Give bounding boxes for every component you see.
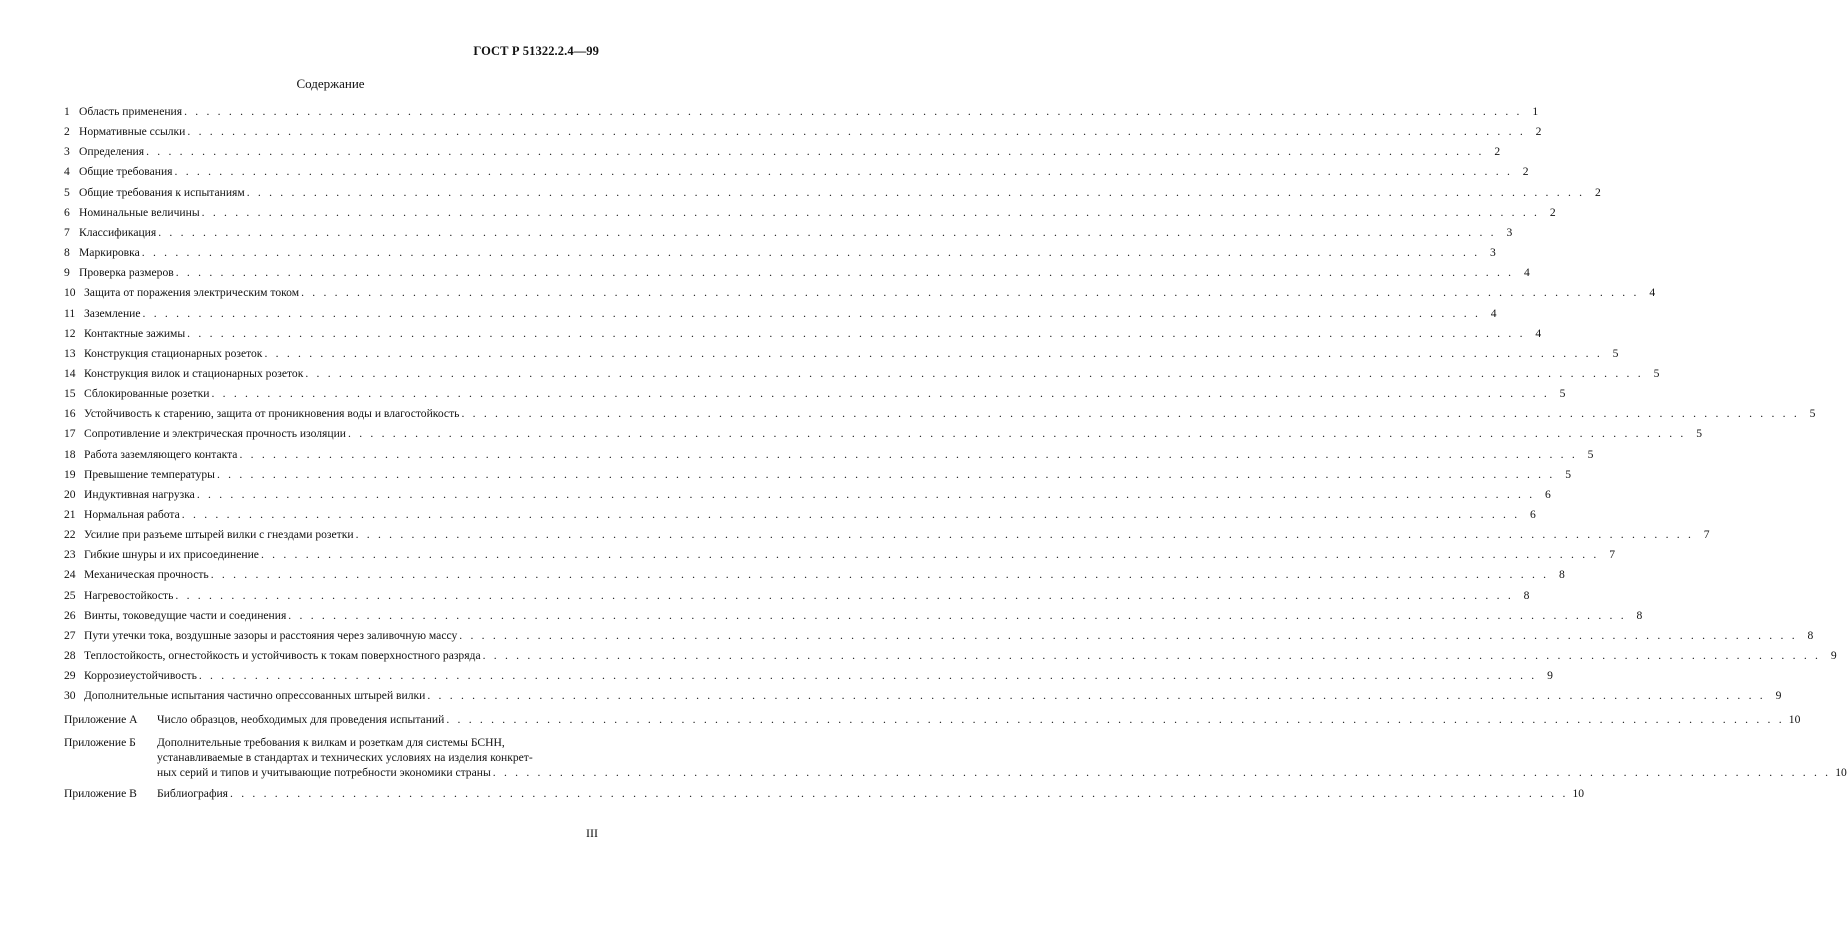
section-title: Заземление <box>84 306 141 320</box>
section-number: 29 <box>64 669 76 683</box>
toc-row <box>64 548 1615 562</box>
section-number: 12 <box>64 326 76 340</box>
appendix-title: Библиография <box>157 787 229 800</box>
dot-leader: . . . . . . . . . . . . . . . . . . . . . . . . . . . . . . . . . . . . . . . . . . . . . . . . . . . . . . . . . . . . . . . . . . . . . . . . . . . . . . . . . . . . . . . . . . . . . . . . . . . . . . . . . . . . . . . . . . . . . . . . <box>427 689 1766 703</box>
toc-row <box>64 326 1542 341</box>
section-number: 15 <box>64 387 76 401</box>
section-page-number: 5 <box>1559 387 1566 401</box>
toc-row <box>64 387 1566 401</box>
section-number: 8 <box>64 246 70 260</box>
dot-leader: . . . . . . . . . . . . . . . . . . . . . . . . . . . . . . . . . . . . . . . . . . . . . . . . . . . . . . . . . . . . . . . . . . . . . . . . . . . . . . . . . . . . . . . . . . . . . . . . . . . . . . . . . . . . . . . . . . . . . . . . <box>260 548 1599 562</box>
section-number: 3 <box>64 145 70 159</box>
standard-code-header: ГОСТ Р 51322.2.4—99 <box>473 44 599 58</box>
appendix-title-line: Дополнительные требования к вилкам и розеткам для системы БСНН, <box>157 736 505 749</box>
section-page-number: 4 <box>1523 266 1530 280</box>
toc-row <box>64 649 1837 663</box>
section-number: 2 <box>64 125 70 139</box>
section-number: 20 <box>64 487 76 501</box>
appendix-label: Приложение Б <box>64 736 136 749</box>
appendix-label: Приложение В <box>64 787 137 800</box>
section-page-number: 5 <box>1612 346 1619 360</box>
toc-row <box>64 165 1529 179</box>
appendix-title: Число образцов, необходимых для проведения испытаний <box>157 713 445 726</box>
toc-row <box>64 246 1496 260</box>
section-page-number: 8 <box>1636 608 1643 622</box>
dot-leader: . . . . . . . . . . . . . . . . . . . . . . . . . . . . . . . . . . . . . . . . . . . . . . . . . . . . . . . . . . . . . . . . . . . . . . . . . . . . . . . . . . . . . . . . . . . . . . . . . . . . . . . . . . . . . . . . . . . . . . . . <box>181 508 1520 521</box>
toc-row <box>64 125 1542 139</box>
section-page-number: 4 <box>1490 306 1497 320</box>
toc-row <box>64 366 1660 381</box>
section-number: 25 <box>64 588 76 602</box>
dot-leader: . . . . . . . . . . . . . . . . . . . . . . . . . . . . . . . . . . . . . . . . . . . . . . . . . . . . . . . . . . . . . . . . . . . . . . . . . . . . . . . . . . . . . . . . . . . . . . . . . . . . . . . . . . . . . . . . . . . . . . . . <box>198 669 1537 683</box>
section-number: 11 <box>64 306 76 320</box>
toc-row <box>64 105 1539 119</box>
section-title: Сопротивление и электрическая прочность изоляции <box>84 427 346 441</box>
appendix-title-line: устанавливаемые в стандартах и технических условиях на изделия конкрет- <box>157 751 533 764</box>
section-number: 1 <box>64 105 70 118</box>
section-number: 26 <box>64 608 76 622</box>
section-title: Усилие при разъеме штырей вилки с гнездами розетки <box>84 528 354 542</box>
toc-row <box>64 669 1553 683</box>
dot-leader: . . . . . . . . . . . . . . . . . . . . . . . . . . . . . . . . . . . . . . . . . . . . . . . . . . . . . . . . . . . . . . . . . . . . . . . . . . . . . . . . . . . . . . . . . . . . . . . . . . . . . . . . . . . . . . . . . . . . . . . . <box>246 185 1585 199</box>
section-page-number: 5 <box>1653 366 1660 380</box>
dot-leader: . . . . . . . . . . . . . . . . . . . . . . . . . . . . . . . . . . . . . . . . . . . . . . . . . . . . . . . . . . . . . . . . . . . . . . . . . . . . . . . . . . . . . . . . . . . . . . . . . . . . . . . . . . . . . . . . . . . . . . . . <box>184 105 1523 118</box>
dot-leader: . . . . . . . . . . . . . . . . . . . . . . . . . . . . . . . . . . . . . . . . . . . . . . . . . . . . . . . . . . . . . . . . . . . . . . . . . . . . . . . . . . . . . . . . . . . . . . . . . . . . . . . . . . . . . . . . . . . . . . . . <box>216 467 1555 481</box>
section-page-number: 3 <box>1506 225 1513 239</box>
section-page-number: 4 <box>1535 326 1542 340</box>
section-page-number: 8 <box>1523 588 1530 602</box>
section-title: Нормальная работа <box>84 508 180 521</box>
section-page-number: 1 <box>1532 105 1539 118</box>
section-number: 28 <box>64 649 76 663</box>
page-number: III <box>586 826 598 840</box>
appendix-page-number: 10 <box>1835 766 1847 779</box>
toc-row <box>64 145 1501 159</box>
dot-leader: . . . . . . . . . . . . . . . . . . . . . . . . . . . . . . . . . . . . . . . . . . . . . . . . . . . . . . . . . . . . . . . . . . . . . . . . . . . . . . . . . . . . . . . . . . . . . . . . . . . . . . . . . . . . . . . . . . . . . . . . <box>239 447 1578 461</box>
dot-leader: . . . . . . . . . . . . . . . . . . . . . . . . . . . . . . . . . . . . . . . . . . . . . . . . . . . . . . . . . . . . . . . . . . . . . . . . . . . . . . . . . . . . . . . . . . . . . . . . . . . . . . . . . . . . . . . . . . . . . . . . <box>175 266 1514 280</box>
section-title: Проверка размеров <box>79 266 174 280</box>
section-title: Коррозиеустойчивость <box>84 669 197 683</box>
section-title: Сблокированные розетки <box>84 387 210 401</box>
section-title: Общие требования <box>79 165 173 179</box>
toc-row <box>64 689 1782 703</box>
dot-leader: . . . . . . . . . . . . . . . . . . . . . . . . . . . . . . . . . . . . . . . . . . . . . . . . . . . . . . . . . . . . . . . . . . . . . . . . . . . . . . . . . . . . . . . . . . . . . . . . . . . . . . . . . . . . . . . . . . . . . . . . <box>141 246 1480 260</box>
section-number: 9 <box>64 266 70 280</box>
section-title: Номинальные величины <box>79 205 200 219</box>
section-number: 22 <box>64 528 76 542</box>
appendix-page-number: 10 <box>1572 787 1585 800</box>
toc-row <box>64 427 1703 441</box>
dot-leader: . . . . . . . . . . . . . . . . . . . . . . . . . . . . . . . . . . . . . . . . . . . . . . . . . . . . . . . . . . . . . . . . . . . . . . . . . . . . . . . . . . . . . . . . . . . . . . . . . . . . . . . . . . . . . . . . . . . . . . . . <box>196 487 1535 501</box>
toc-row <box>64 568 1565 582</box>
section-page-number: 4 <box>1649 286 1656 300</box>
section-page-number: 8 <box>1807 628 1814 642</box>
toc-row <box>64 266 1530 280</box>
section-title: Нагревостойкость <box>84 588 174 602</box>
section-page-number: 6 <box>1530 508 1536 521</box>
section-title: Превышение температуры <box>84 467 215 481</box>
toc-row <box>64 528 1710 542</box>
dot-leader: . . . . . . . . . . . . . . . . . . . . . . . . . . . . . . . . . . . . . . . . . . . . . . . . . . . . . . . . . . . . . . . . . . . . . . . . . . . . . . . . . . . . . . . . . . . . . . . . . . . . . . . . . . . . . . . . . . . . . . . . <box>230 787 1569 800</box>
section-number: 4 <box>64 165 70 179</box>
section-page-number: 2 <box>1494 145 1501 159</box>
section-page-number: 7 <box>1703 528 1710 542</box>
toc-row <box>64 286 1656 300</box>
dot-leader: . . . . . . . . . . . . . . . . . . . . . . . . . . . . . . . . . . . . . . . . . . . . . . . . . . . . . . . . . . . . . . . . . . . . . . . . . . . . . . . . . . . . . . . . . . . . . . . . . . . . . . . . . . . . . . . . . . . . . . . . <box>187 125 1526 139</box>
dot-leader: . . . . . . . . . . . . . . . . . . . . . . . . . . . . . . . . . . . . . . . . . . . . . . . . . . . . . . . . . . . . . . . . . . . . . . . . . . . . . . . . . . . . . . . . . . . . . . . . . . . . . . . . . . . . . . . . . . . . . . . . <box>174 165 1513 179</box>
section-title: Механическая прочность <box>84 568 209 582</box>
section-title: Устойчивость к старению, защита от проникновения воды и влагостойкость <box>84 407 460 421</box>
toc-row <box>64 508 1536 522</box>
section-page-number: 5 <box>1696 427 1703 441</box>
section-title: Защита от поражения электрическим током <box>84 286 300 300</box>
section-title: Пути утечки тока, воздушные зазоры и расстояния через заливочную массу <box>84 628 458 642</box>
dot-leader: . . . . . . . . . . . . . . . . . . . . . . . . . . . . . . . . . . . . . . . . . . . . . . . . . . . . . . . . . . . . . . . . . . . . . . . . . . . . . . . . . . . . . . . . . . . . . . . . . . . . . . . . . . . . . . . . . . . . . . . . <box>461 407 1800 421</box>
section-title: Нормативные ссылки <box>79 125 186 139</box>
section-number: 19 <box>64 467 76 481</box>
section-title: Индуктивная нагрузка <box>84 487 195 501</box>
section-page-number: 9 <box>1830 649 1837 663</box>
section-page-number: 2 <box>1549 205 1556 219</box>
section-page-number: 3 <box>1490 246 1496 260</box>
toc-row-appendix-a <box>64 713 1801 727</box>
section-number: 10 <box>64 286 76 300</box>
section-title: Конструкция вилок и стационарных розеток <box>84 366 304 380</box>
toc-row <box>64 447 1594 462</box>
toc-row <box>64 608 1643 623</box>
section-page-number: 2 <box>1594 185 1601 199</box>
section-number: 16 <box>64 407 76 421</box>
dot-leader: . . . . . . . . . . . . . . . . . . . . . . . . . . . . . . . . . . . . . . . . . . . . . . . . . . . . . . . . . . . . . . . . . . . . . . . . . . . . . . . . . . . . . . . . . . . . . . . . . . . . . . . . . . . . . . . . . . . . . . . . <box>355 528 1694 542</box>
dot-leader: . . . . . . . . . . . . . . . . . . . . . . . . . . . . . . . . . . . . . . . . . . . . . . . . . . . . . . . . . . . . . . . . . . . . . . . . . . . . . . . . . . . . . . . . . . . . . . . . . . . . . . . . . . . . . . . . . . . . . . . . <box>158 225 1497 239</box>
section-title: Винты, токоведущие части и соединения <box>84 608 287 622</box>
dot-leader: . . . . . . . . . . . . . . . . . . . . . . . . . . . . . . . . . . . . . . . . . . . . . . . . . . . . . . . . . . . . . . . . . . . . . . . . . . . . . . . . . . . . . . . . . . . . . . . . . . . . . . . . . . . . . . . . . . . . . . . . <box>301 286 1640 300</box>
dot-leader: . . . . . . . . . . . . . . . . . . . . . . . . . . . . . . . . . . . . . . . . . . . . . . . . . . . . . . . . . . . . . . . . . . . . . . . . . . . . . . . . . . . . . . . . . . . . . . . . . . . . . . . . . . . . . . . . . . . . . . . . <box>211 387 1550 401</box>
dot-leader: . . . . . . . . . . . . . . . . . . . . . . . . . . . . . . . . . . . . . . . . . . . . . . . . . . . . . . . . . . . . . . . . . . . . . . . . . . . . . . . . . . . . . . . . . . . . . . . . . . . . . . . . . . . . . . . . . . . . . . . . <box>146 145 1485 159</box>
toc-row <box>64 588 1530 603</box>
section-title: Конструкция стационарных розеток <box>84 346 263 360</box>
section-page-number: 5 <box>1587 447 1594 461</box>
section-number: 13 <box>64 346 76 360</box>
section-title: Гибкие шнуры и их присоединение <box>84 548 259 562</box>
appendix-title-line: ных серий и типов и учитывающие потребности экономики страны <box>157 766 491 779</box>
dot-leader: . . . . . . . . . . . . . . . . . . . . . . . . . . . . . . . . . . . . . . . . . . . . . . . . . . . . . . . . . . . . . . . . . . . . . . . . . . . . . . . . . . . . . . . . . . . . . . . . . . . . . . . . . . . . . . . . . . . . . . . . <box>264 346 1603 360</box>
section-page-number: 9 <box>1775 689 1782 703</box>
section-number: 27 <box>64 628 76 642</box>
section-title: Классификация <box>79 225 157 239</box>
toc-row-appendix-c <box>64 787 1585 801</box>
dot-leader: . . . . . . . . . . . . . . . . . . . . . . . . . . . . . . . . . . . . . . . . . . . . . . . . . . . . . . . . . . . . . . . . . . . . . . . . . . . . . . . . . . . . . . . . . . . . . . . . . . . . . . . . . . . . . . . . . . . . . . . . <box>175 588 1514 602</box>
section-page-number: 8 <box>1558 568 1565 582</box>
toc-row <box>64 205 1556 220</box>
toc-title: Содержание <box>296 76 365 91</box>
section-title: Маркировка <box>79 246 140 260</box>
section-number: 23 <box>64 548 76 562</box>
dot-leader: . . . . . . . . . . . . . . . . . . . . . . . . . . . . . . . . . . . . . . . . . . . . . . . . . . . . . . . . . . . . . . . . . . . . . . . . . . . . . . . . . . . . . . . . . . . . . . . . . . . . . . . . . . . . . . . . . . . . . . . . <box>142 306 1481 320</box>
appendix-page-number: 10 <box>1788 713 1801 726</box>
toc-row <box>64 346 1619 361</box>
section-page-number: 2 <box>1535 125 1542 139</box>
section-title: Теплостойкость, огнестойкость и устойчивость к токам поверхностного разряда <box>84 649 481 663</box>
toc-row <box>64 225 1513 240</box>
section-page-number: 2 <box>1522 165 1529 179</box>
section-number: 5 <box>64 185 70 199</box>
section-number: 18 <box>64 447 76 461</box>
section-page-number: 7 <box>1609 548 1615 562</box>
dot-leader: . . . . . . . . . . . . . . . . . . . . . . . . . . . . . . . . . . . . . . . . . . . . . . . . . . . . . . . . . . . . . . . . . . . . . . . . . . . . . . . . . . . . . . . . . . . . . . . . . . . . . . . . . . . . . . . . . . . . . . . . <box>187 326 1526 340</box>
section-title: Определения <box>79 145 145 159</box>
section-page-number: 5 <box>1565 467 1571 481</box>
toc-row <box>64 185 1601 200</box>
section-title: Область применения <box>79 105 183 118</box>
section-page-number: 5 <box>1809 407 1816 421</box>
section-title: Дополнительные испытания частично опрессованных штырей вилки <box>84 689 426 703</box>
section-page-number: 9 <box>1547 669 1553 683</box>
section-title: Работа заземляющего контакта <box>84 447 238 461</box>
dot-leader: . . . . . . . . . . . . . . . . . . . . . . . . . . . . . . . . . . . . . . . . . . . . . . . . . . . . . . . . . . . . . . . . . . . . . . . . . . . . . . . . . . . . . . . . . . . . . . . . . . . . . . . . . . . . . . . . . . . . . . . . <box>201 205 1540 219</box>
toc-row <box>64 487 1551 502</box>
dot-leader: . . . . . . . . . . . . . . . . . . . . . . . . . . . . . . . . . . . . . . . . . . . . . . . . . . . . . . . . . . . . . . . . . . . . . . . . . . . . . . . . . . . . . . . . . . . . . . . . . . . . . . . . . . . . . . . . . . . . . . . . <box>446 713 1785 726</box>
toc-row <box>64 628 1814 643</box>
dot-leader: . . . . . . . . . . . . . . . . . . . . . . . . . . . . . . . . . . . . . . . . . . . . . . . . . . . . . . . . . . . . . . . . . . . . . . . . . . . . . . . . . . . . . . . . . . . . . . . . . . . . . . . . . . . . . . . . . . . . . . . . <box>492 766 1831 779</box>
section-title: Контактные зажимы <box>84 326 186 340</box>
appendix-label: Приложение А <box>64 713 138 726</box>
toc-row <box>64 467 1571 482</box>
section-number: 17 <box>64 427 76 441</box>
dot-leader: . . . . . . . . . . . . . . . . . . . . . . . . . . . . . . . . . . . . . . . . . . . . . . . . . . . . . . . . . . . . . . . . . . . . . . . . . . . . . . . . . . . . . . . . . . . . . . . . . . . . . . . . . . . . . . . . . . . . . . . . <box>482 649 1821 663</box>
section-number: 7 <box>64 225 70 239</box>
section-number: 6 <box>64 205 70 219</box>
section-number: 21 <box>64 508 76 521</box>
dot-leader: . . . . . . . . . . . . . . . . . . . . . . . . . . . . . . . . . . . . . . . . . . . . . . . . . . . . . . . . . . . . . . . . . . . . . . . . . . . . . . . . . . . . . . . . . . . . . . . . . . . . . . . . . . . . . . . . . . . . . . . . <box>348 427 1687 441</box>
dot-leader: . . . . . . . . . . . . . . . . . . . . . . . . . . . . . . . . . . . . . . . . . . . . . . . . . . . . . . . . . . . . . . . . . . . . . . . . . . . . . . . . . . . . . . . . . . . . . . . . . . . . . . . . . . . . . . . . . . . . . . . . <box>288 608 1627 622</box>
dot-leader: . . . . . . . . . . . . . . . . . . . . . . . . . . . . . . . . . . . . . . . . . . . . . . . . . . . . . . . . . . . . . . . . . . . . . . . . . . . . . . . . . . . . . . . . . . . . . . . . . . . . . . . . . . . . . . . . . . . . . . . . <box>305 366 1644 380</box>
section-number: 24 <box>64 568 76 582</box>
section-page-number: 6 <box>1545 487 1551 501</box>
toc-row <box>64 306 1497 321</box>
toc-row <box>64 407 1816 421</box>
dot-leader: . . . . . . . . . . . . . . . . . . . . . . . . . . . . . . . . . . . . . . . . . . . . . . . . . . . . . . . . . . . . . . . . . . . . . . . . . . . . . . . . . . . . . . . . . . . . . . . . . . . . . . . . . . . . . . . . . . . . . . . . <box>210 568 1549 582</box>
toc-row-appendix-b <box>64 736 1847 780</box>
section-number: 30 <box>64 689 76 703</box>
dot-leader: . . . . . . . . . . . . . . . . . . . . . . . . . . . . . . . . . . . . . . . . . . . . . . . . . . . . . . . . . . . . . . . . . . . . . . . . . . . . . . . . . . . . . . . . . . . . . . . . . . . . . . . . . . . . . . . . . . . . . . . . <box>459 628 1798 642</box>
section-number: 14 <box>64 366 76 380</box>
section-title: Общие требования к испытаниям <box>79 185 245 199</box>
